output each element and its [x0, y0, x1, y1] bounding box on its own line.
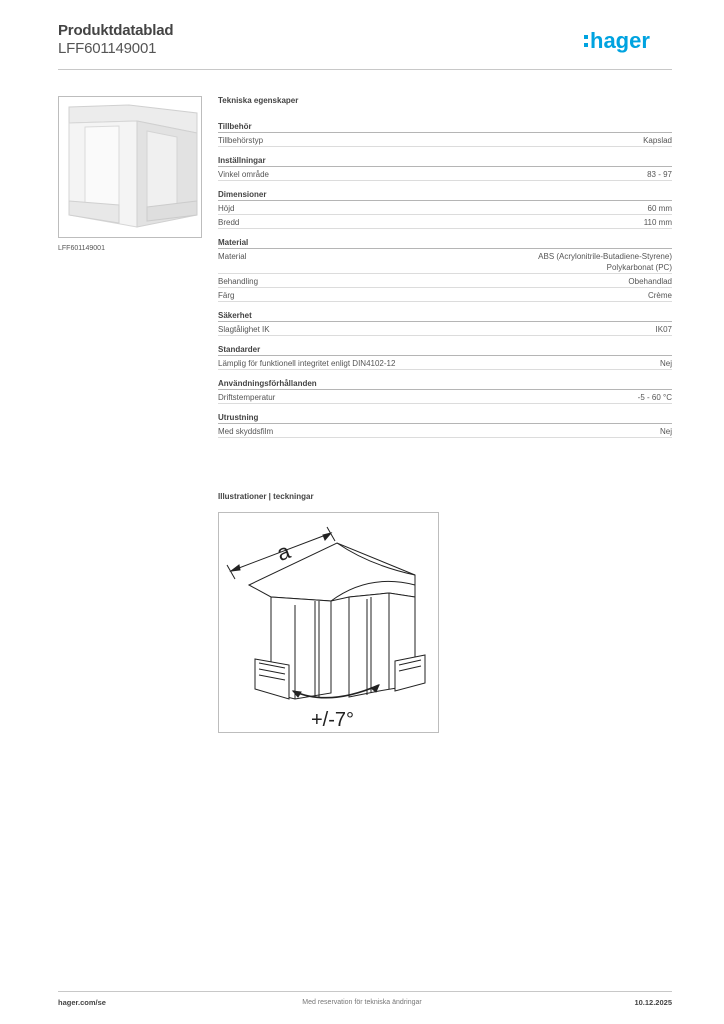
spec-row — [218, 249, 672, 274]
spec-row — [218, 167, 672, 181]
illustrations-heading: Illustrationer | teckningar — [218, 492, 314, 501]
spec-label: Material — [218, 252, 247, 261]
spec-group-title: Säkerhet — [218, 311, 672, 322]
spec-row — [218, 288, 672, 302]
angle-label: +/-7° — [311, 709, 355, 731]
spec-value: -5 - 60 °C — [637, 393, 672, 402]
spec-value: IK07 — [655, 325, 672, 334]
spec-label: Behandling — [218, 277, 259, 286]
hager-logo — [582, 26, 672, 56]
spec-group-equipment — [218, 413, 672, 438]
spec-label: Lämplig för funktionell integritet enligt DIN4102-12 — [218, 359, 396, 368]
spec-label: Höjd — [218, 204, 235, 213]
spec-value: Crème — [647, 291, 672, 300]
spec-row — [218, 133, 672, 147]
spec-group-safety — [218, 311, 672, 336]
spec-row — [218, 215, 672, 229]
spec-group-title: Material — [218, 238, 672, 249]
footer-divider — [58, 991, 672, 992]
spec-value: Nej — [659, 427, 672, 436]
logo-text: hager — [590, 28, 650, 53]
spec-value: Kapslad — [643, 136, 672, 145]
technical-specifications — [218, 96, 672, 447]
spec-value: ABS (Acrylonitrile-Butadiene-Styrene) Polykarbonat (PC) — [538, 252, 672, 272]
spec-group-title: Standarder — [218, 345, 672, 356]
spec-label: Driftstemperatur — [218, 393, 276, 402]
document-title: Produktdatablad — [58, 22, 174, 39]
spec-row — [218, 390, 672, 404]
spec-label: Vinkel område — [218, 170, 269, 179]
spec-group-title: Dimensioner — [218, 190, 672, 201]
spec-label: Bredd — [218, 218, 240, 227]
spec-value: Obehandlad — [628, 277, 672, 286]
header-divider — [58, 69, 672, 70]
product-code: LFF601149001 — [58, 40, 157, 57]
spec-group-title: Tillbehör — [218, 122, 672, 133]
product-image-caption: LFF601149001 — [58, 245, 105, 252]
spec-group-title: Utrustning — [218, 413, 672, 424]
spec-value: 110 mm — [643, 218, 672, 227]
footer-note: Med reservation för tekniska ändringar — [302, 999, 422, 1006]
spec-row — [218, 424, 672, 438]
dimension-a-label: a — [273, 538, 294, 566]
spec-label: Tillbehörstyp — [218, 136, 264, 145]
spec-value: 83 - 97 — [647, 170, 672, 179]
spec-group-dimensions — [218, 190, 672, 229]
spec-value: Nej — [659, 359, 672, 368]
spec-group-title: Användningsförhållanden — [218, 379, 672, 390]
product-image — [58, 96, 202, 238]
spec-group-standards — [218, 345, 672, 370]
spec-row — [218, 322, 672, 336]
specs-heading: Tekniska egenskaper — [218, 96, 299, 105]
footer-website-link[interactable]: hager.com/se — [58, 998, 106, 1007]
spec-value: 60 mm — [647, 204, 672, 213]
spec-row — [218, 201, 672, 215]
spec-row — [218, 274, 672, 288]
spec-group-title: Inställningar — [218, 156, 672, 167]
spec-group-operating-conditions — [218, 379, 672, 404]
spec-group-material — [218, 238, 672, 302]
spec-label: Slagtålighet IK — [218, 325, 270, 334]
page-header — [58, 22, 672, 70]
spec-row — [218, 356, 672, 370]
spec-group-accessory — [218, 122, 672, 147]
spec-label: Färg — [218, 291, 235, 300]
spec-group-settings — [218, 156, 672, 181]
spec-label: Med skyddsfilm — [218, 427, 274, 436]
technical-drawing — [218, 512, 439, 733]
footer-date: 10.12.2025 — [634, 998, 672, 1007]
